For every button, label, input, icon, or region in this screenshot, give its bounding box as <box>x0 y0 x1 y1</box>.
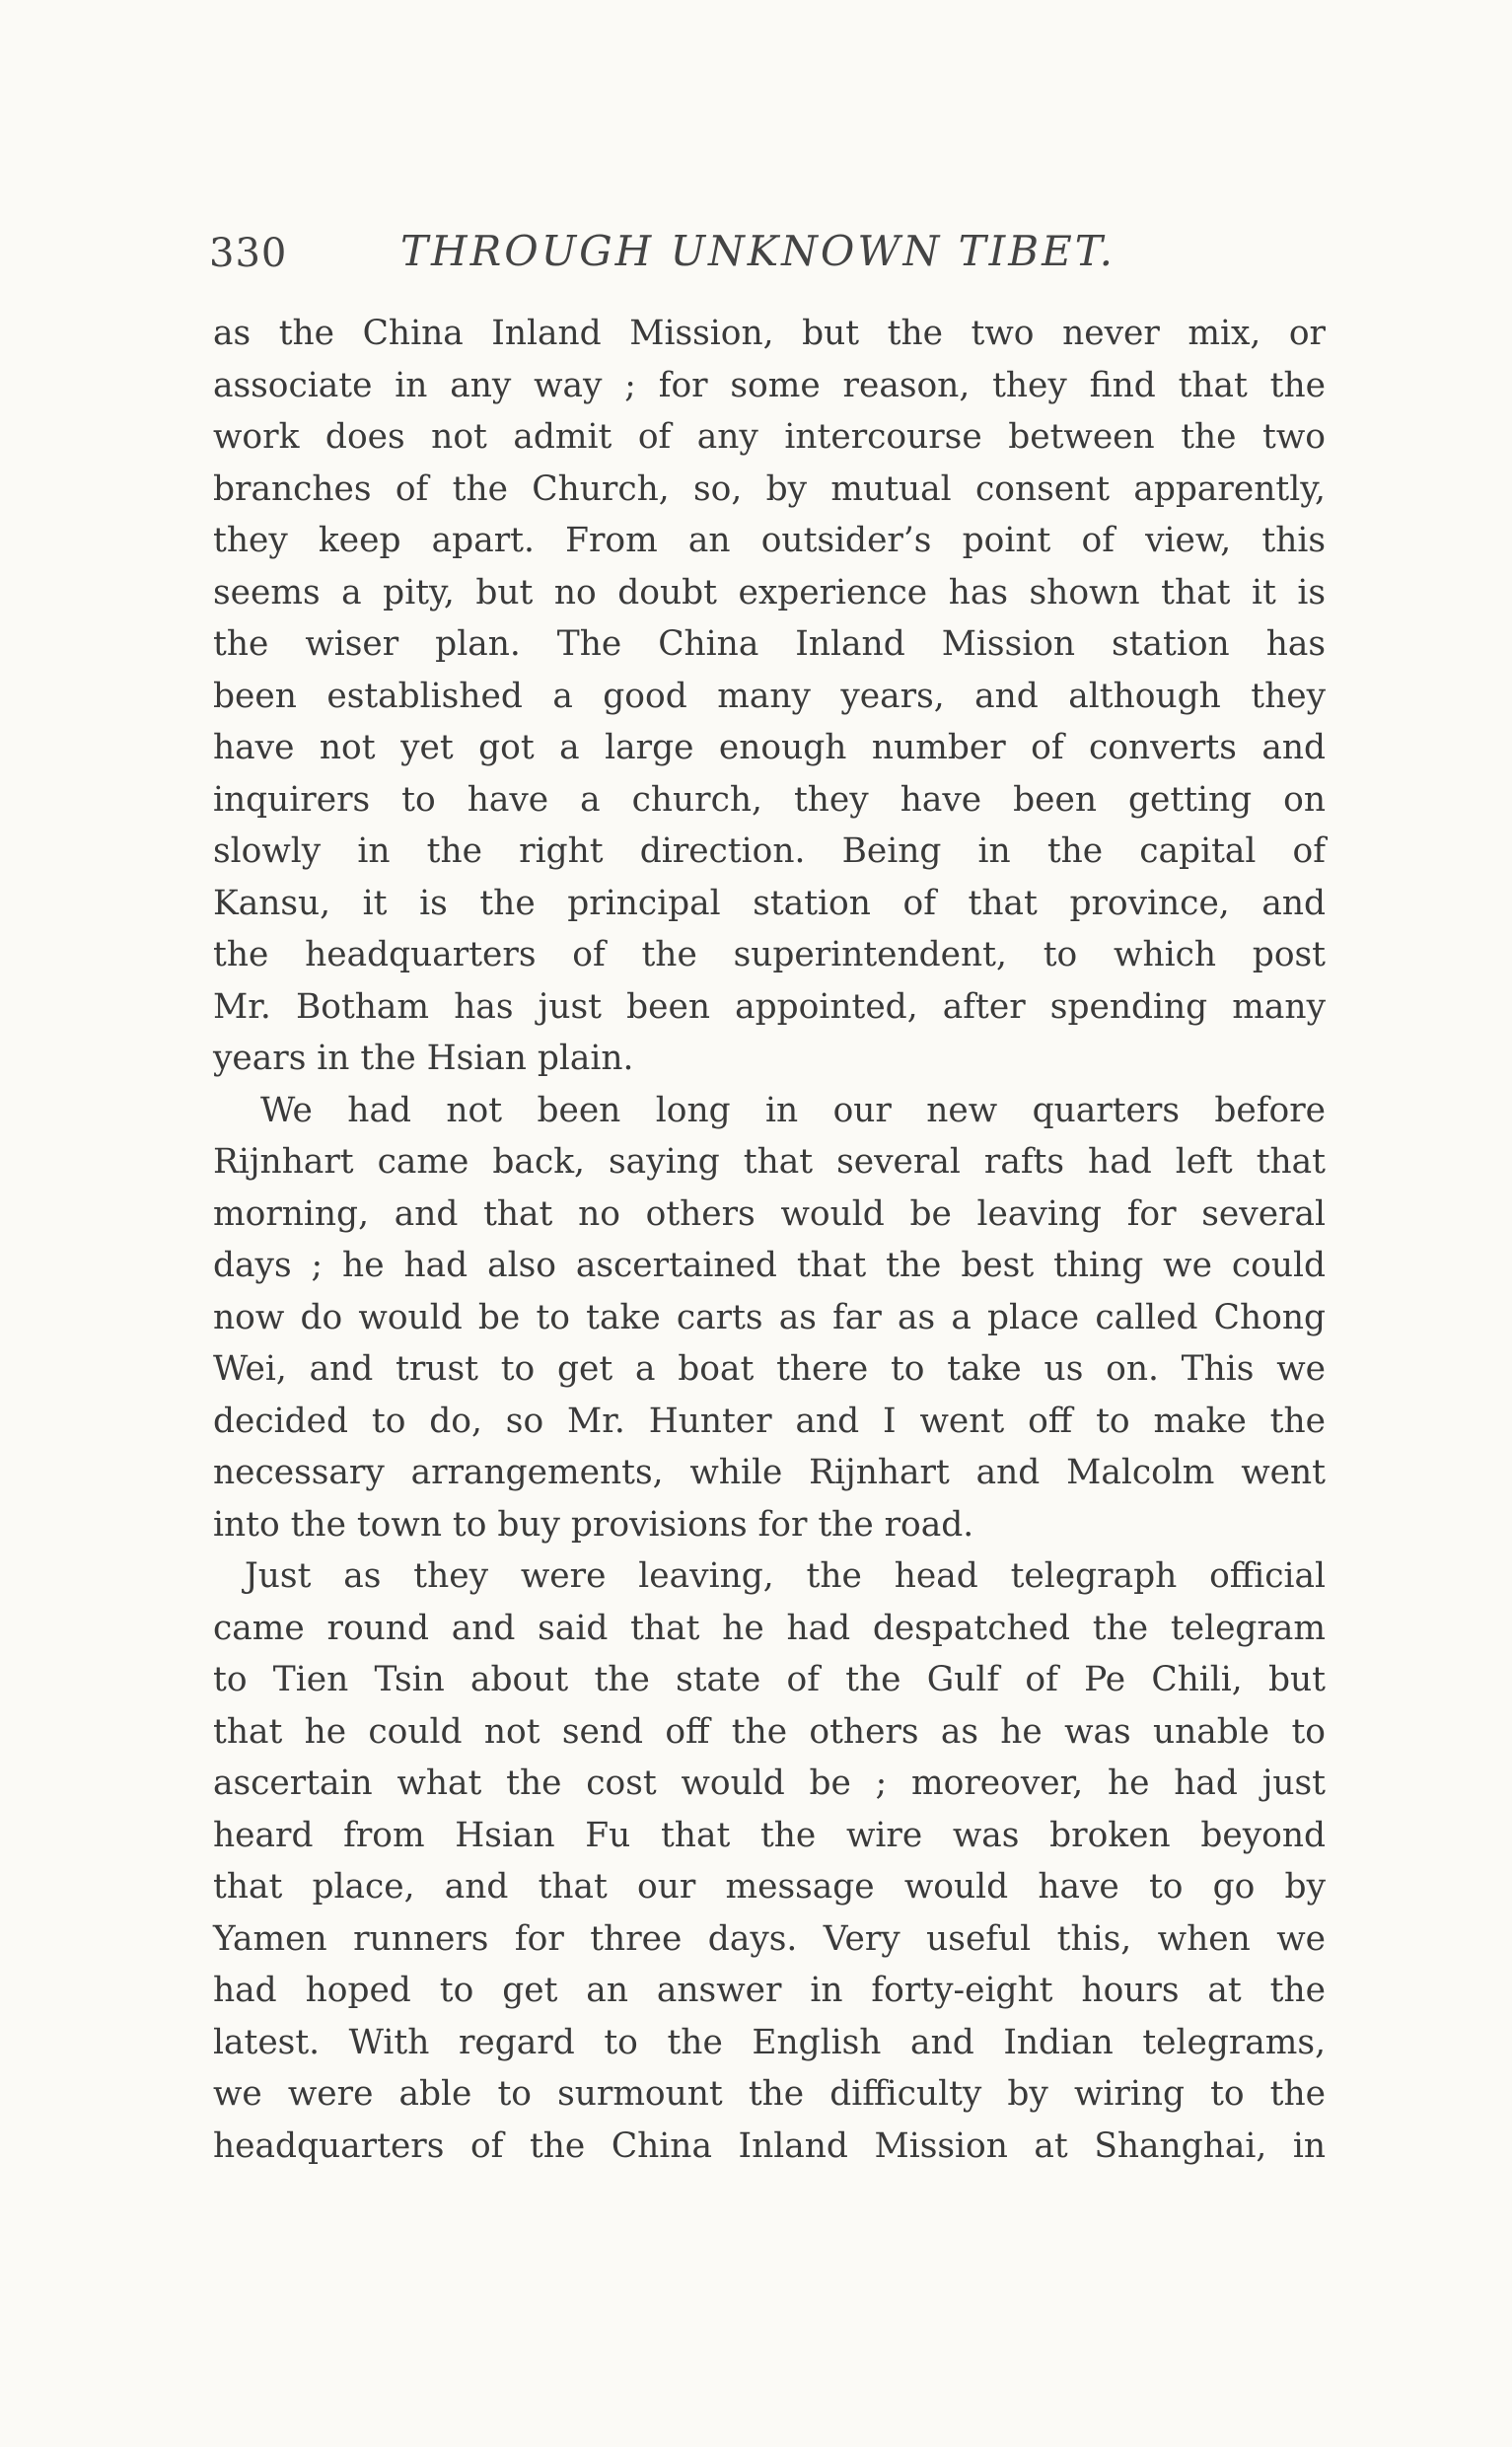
text-line: branches of the Church, so, by mutual consent apparently, <box>213 468 1326 509</box>
text-line: Mr. Botham has just been appointed, after spending many <box>213 986 1326 1027</box>
text-line: days ; he had also ascertained that the best thing we could <box>213 1246 1326 1285</box>
text-line: Kansu, it is the principal station of that province, and <box>213 883 1326 923</box>
text-line: the wiser plan. The China Inland Mission station has <box>213 624 1326 664</box>
text-line: Yamen runners for three days. Very useful this, when we <box>213 1918 1326 1959</box>
page-header <box>209 227 1326 296</box>
running-head: THROUGH UNKNOWN TIBET. <box>400 227 1116 275</box>
text-line: now do would be to take carts as far as a place called Chong <box>213 1297 1326 1337</box>
text-line: into the town to buy provisions for the road. <box>213 1504 974 1545</box>
text-line: decided to do, so Mr. Hunter and I went off to make the <box>213 1401 1326 1441</box>
text-line: Wei, and trust to get a boat there to take us on. This we <box>213 1349 1326 1389</box>
text-line: seems a pity, but no doubt experience has shown that it is <box>213 572 1326 612</box>
text-line: years in the Hsian plain. <box>213 1039 634 1078</box>
text-line: necessary arrangements, while Rijnhart and Malcolm went <box>213 1453 1326 1492</box>
text-line: inquirers to have a church, they have been getting on <box>213 779 1326 820</box>
text-line: headquarters of the China Inland Mission at Shanghai, in <box>213 2125 1326 2166</box>
text-line: that place, and that our message would have to go by <box>213 1867 1326 1907</box>
text-line: as the China Inland Mission, but the two never mix, or <box>213 314 1326 353</box>
text-line: Rijnhart came back, saying that several rafts had left that <box>213 1142 1326 1182</box>
text-line: associate in any way ; for some reason, they find that the <box>213 365 1326 405</box>
text-line: the headquarters of the superintendent, to which post <box>213 935 1326 974</box>
text-line: we were able to surmount the difficulty by wiring to the <box>213 2074 1326 2114</box>
text-line: heard from Hsian Fu that the wire was broken beyond <box>213 1815 1326 1855</box>
text-line: have not yet got a large enough number of converts and <box>213 728 1326 767</box>
text-line: been established a good many years, and although they <box>213 676 1326 716</box>
text-line: Just as they were leaving, the head telegraph official <box>245 1556 1326 1596</box>
page-number: 330 <box>209 231 288 276</box>
text-line: latest. With regard to the English and Indian telegrams, <box>213 2022 1326 2062</box>
text-line: work does not admit of any intercourse between the two <box>213 417 1326 457</box>
text-line: had hoped to get an answer in forty-eight hours at the <box>213 1971 1326 2010</box>
text-line: We had not been long in our new quarters before <box>260 1090 1326 1130</box>
text-line: morning, and that no others would be leaving for several <box>213 1193 1326 1234</box>
text-line: they keep apart. From an outsider’s point of view, this <box>213 521 1326 560</box>
text-line: that he could not send off the others as he was unable to <box>213 1711 1326 1752</box>
text-line: to Tien Tsin about the state of the Gulf of Pe Chili, but <box>213 1660 1326 1699</box>
text-line: slowly in the right direction. Being in the capital of <box>213 831 1326 871</box>
body-text <box>213 308 1326 2172</box>
text-line: ascertain what the cost would be ; moreover, he had just <box>213 1763 1326 1803</box>
text-line: came round and said that he had despatched the telegram <box>213 1608 1326 1648</box>
